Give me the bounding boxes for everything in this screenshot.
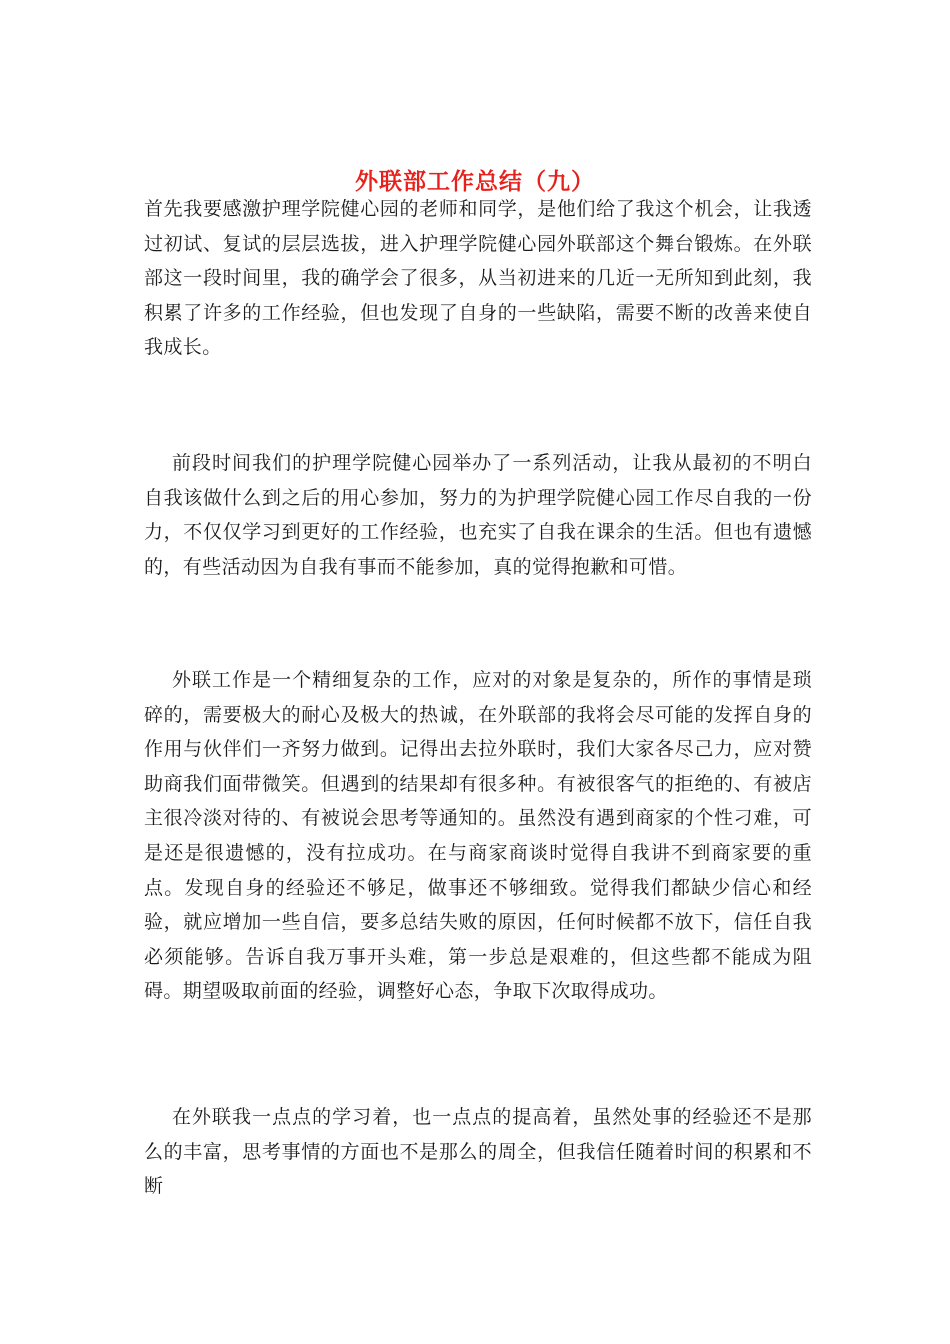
paragraph-4 bbox=[144, 1100, 812, 1204]
paragraph-text: 前段时间我们的护理学院健心园举办了一系列活动，让我从最初的不明白自我该做什么到之后的用心参加，努力的为护理学院健心园工作尽自我的一份力，不仅仅学习到更好的工作经验，也充实了自我在课余的生活。但也有遗憾的，有些活动因为自我有事而不能参加，真的觉得抱歉和可惜。 bbox=[144, 452, 812, 578]
paragraph-text: 在外联我一点点的学习着，也一点点的提高着，虽然处事的经验还不是那么的丰富，思考事情的方面也不是那么的周全，但我信任随着时间的积累和不断 bbox=[144, 1106, 812, 1198]
paragraph-2 bbox=[144, 446, 812, 584]
paragraph-3 bbox=[144, 663, 812, 1009]
paragraph-text: 外联工作是一个精细复杂的工作，应对的对象是复杂的，所作的事情是琐碎的，需要极大的耐心及极大的热诚，在外联部的我将会尽可能的发挥自身的作用与伙伴们一齐努力做到。记得出去拉外联时，我们大家各尽己力，应对赞助商我们面带微笑。但遇到的结果却有很多种。有被很客气的拒绝的、有被店主很冷淡对待的、有被说会思考等通知的。虽然没有遇到商家的个性刁难，可是还是很遗憾的，没有拉成功。在与商家商谈时觉得自我讲不到商家要的重点。发现自身的经验还不够足，做事还不够细致。觉得我们都缺少信心和经验，就应增加一些自信，要多总结失败的原因，任何时候都不放下，信任自我必须能够。告诉自我万事开头难，第一步总是艰难的，但这些都不能成为阻碍。期望吸取前面的经验，调整好心态，争取下次取得成功。 bbox=[144, 669, 812, 1003]
document-title: 外联部工作总结（九） bbox=[355, 168, 595, 196]
paragraph-1 bbox=[144, 192, 812, 365]
paragraph-text: 首先我要感激护理学院健心园的老师和同学，是他们给了我这个机会，让我透过初试、复试的层层选拔，进入护理学院健心园外联部这个舞台锻炼。在外联部这一段时间里，我的确学会了很多，从当初进来的几近一无所知到此刻，我积累了许多的工作经验，但也发现了自身的一些缺陷，需要不断的改善来使自我成长。 bbox=[144, 198, 812, 359]
